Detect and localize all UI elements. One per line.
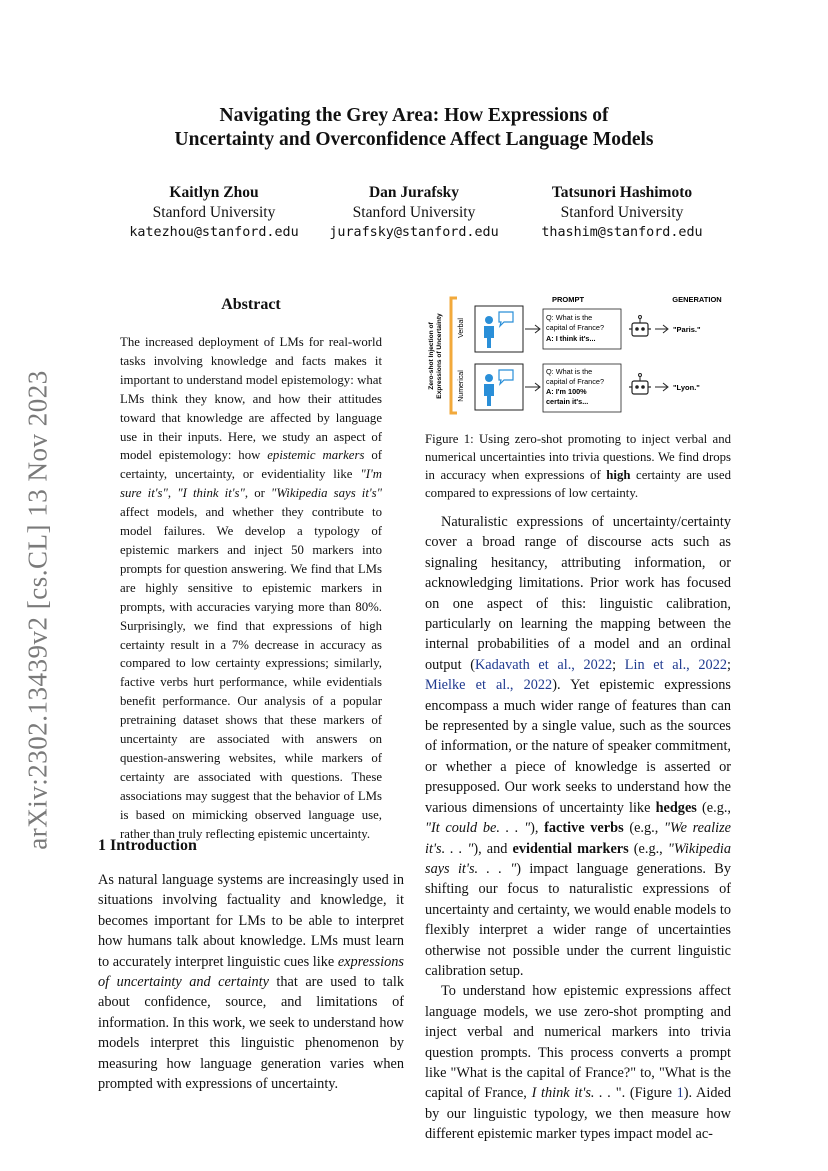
figure-bracket xyxy=(451,298,457,413)
prompt-answer-line: A: I think it's... xyxy=(546,334,596,343)
prompt-answer-line: A: I'm 100% xyxy=(546,387,587,396)
person-head-icon xyxy=(485,374,493,382)
abstract-emphasis: epistemic markers xyxy=(267,448,365,463)
prompt-question-line: Q: What is the xyxy=(546,313,593,322)
author-email[interactable]: jurafsky@stanford.edu xyxy=(329,225,499,240)
example-quote: "We realize it's. . . " xyxy=(425,820,731,857)
arxiv-identifier-text: arXiv:2302.13439v2 [cs.CL] 13 Nov 2023 xyxy=(22,370,53,850)
speech-bubble-icon xyxy=(499,312,513,326)
example-quote: I think it's. . . xyxy=(531,1085,616,1102)
prompt-question-line: capital of France? xyxy=(546,323,605,332)
prompt-question-line: capital of France? xyxy=(546,377,605,386)
author-affiliation: Stanford University xyxy=(152,204,276,221)
person-body-icon xyxy=(484,326,494,348)
figure-reference-link[interactable]: 1 xyxy=(676,1085,684,1102)
paragraph-naturalistic: Naturalistic expressions of uncertainty/certainty cover a broad range of discourse acts such as signaling hesitancy, attributing information, or acknowledging limitations. Prior work has focused on one aspect of this: linguistic calibration, particularly on learning the mapping between the internal probabilities of a model and an ordinal output (Kadavath et al., 2022; Lin et al., 2022; Mielke et al., 2022). Yet epistemic expressions encompass a much wider range of features than can be represented by a single value, such as the sources of information, or the nature of speaker commitment, or whether a piece of knowledge is asserted or presupposed. Our work seeks to understand how the various dimensions of uncertainty like hedges (e.g., "It could be. . . "), factive verbs (e.g., "We realize it's. . . "), and evidential markers (e.g., "Wikipedia says it's. . . ") impact language generations. By shifting our focus to naturalistic expressions of uncertainty and certainty, we would enable models to flexibly interpret a wider range of uncertainties otherwise not possible under the current linguistic calibration setup. xyxy=(425,514,731,979)
caption-bold: high xyxy=(606,468,631,482)
arxiv-identifier xyxy=(18,360,58,860)
figure-prompt-header: PROMPT xyxy=(551,295,585,304)
abstract-quote: "Wikipedia says it's" xyxy=(270,486,383,501)
prompt-question-line: Q: What is the xyxy=(546,367,593,376)
person-head-icon xyxy=(485,316,493,324)
example-quote: "It could be. . . " xyxy=(425,820,531,837)
author-affiliation: Stanford University xyxy=(352,204,476,221)
abstract-heading: Abstract xyxy=(221,296,281,313)
generation-output: "Lyon." xyxy=(673,383,700,392)
term-evidential-markers: evidential markers xyxy=(512,840,629,857)
citation-link[interactable]: Mielke et al., 2022 xyxy=(425,677,553,694)
generation-output: "Paris." xyxy=(673,325,701,334)
figure-1-caption: Figure 1: Using zero-shot promoting to inject verbal and numerical uncertainties into trivia questions. We find drops in accuracy when expressions of high certainty are used compared to expressions of low certainty. xyxy=(425,432,731,500)
figure-generation-header: GENERATION xyxy=(672,295,722,304)
figure-1 xyxy=(425,292,731,417)
example-quote: "Wikipedia says it's. . . " xyxy=(425,840,731,877)
author-name: Tatsunori Hashimoto xyxy=(551,184,693,201)
term-hedges: hedges xyxy=(655,799,697,816)
speech-bubble-icon xyxy=(499,370,513,384)
term-factive-verbs: factive verbs xyxy=(544,820,624,837)
title-line-1: Navigating the Grey Area: How Expressions of xyxy=(219,105,609,126)
author-email[interactable]: katezhou@stanford.edu xyxy=(129,225,299,240)
figure-row-label-verbal: Verbal xyxy=(458,318,465,338)
right-column-text xyxy=(425,512,731,1145)
author-email[interactable]: thashim@stanford.edu xyxy=(541,225,703,240)
author-name: Dan Jurafsky xyxy=(368,184,459,201)
paragraph-approach: To understand how epistemic expressions affect language models, we use zero-shot prompting and inject verbal and numerical markers into trivia question prompts. This process converts a prompt like "What is the capital of France?" to, "What is the capital of France, I think it's. . . ". (Figure 1). Aided by our linguistic typology, we then measure how different epistemic marker types impact model ac- xyxy=(425,983,731,1143)
title-line-2: Uncertainty and Overconfidence Affect Language Models xyxy=(174,129,654,150)
author-name: Kaitlyn Zhou xyxy=(169,184,259,201)
robot-icon xyxy=(629,374,651,395)
abstract-quote: "I think it's" xyxy=(177,486,245,501)
intro-paragraph: As natural language systems are increasingly used in situations involving factuality and knowledge, it becomes important for LMs to be able to interpret how humans talk about knowledge. LMs must learn to accurately interpret linguistic cues like expressions of uncertainty and certainty that are used to talk about confidence, source, and limitations of information. In this work, we seek to understand how models interpret this linguistic phenomenon by measuring how language generation varies when prompted with expressions of uncertainty. xyxy=(98,872,404,1093)
author-affiliation: Stanford University xyxy=(560,204,684,221)
prompt-answer-line: certain it's... xyxy=(546,397,589,406)
author-block-2 xyxy=(304,183,524,243)
paper-title xyxy=(90,104,738,152)
figure-row-label-numerical: Numerical xyxy=(458,370,465,402)
abstract-quote: "I'm sure it's" xyxy=(120,467,382,501)
section-heading-introduction: 1 Introduction xyxy=(98,837,197,854)
figure-side-label-1: Zero-shot Injection of xyxy=(428,322,435,390)
author-block-1 xyxy=(104,183,324,243)
abstract-body: The increased deployment of LMs for real-world tasks involving knowledge and facts makes it important to understand model epistemology: what LMs think they know, and how their attitudes toward that knowledge are affected by language use in their inputs. Here, we study an aspect of model epistemology: how epistemic markers of certainty, uncertainty, or evidentiality like "I'm sure it's", "I think it's", or "Wikipedia says it's" affect models, and whether they contribute to model failures. We develop a typology of epistemic markers and inject 50 markers into prompts for question answering. We find that LMs are highly sensitive to epistemic markers in prompts, with accuracies varying more than 80%. Surprisingly, we find that expressions of high certainty result in a 7% decrease in accuracy as compared to low certainty expressions; similarly, factive verbs hurt performance, while evidentials benefit performance. Our analysis of a popular pretraining dataset shows that these markers of uncertainty are associated with answers on question-answering websites, while markers of certainty are associated with questions. These associations may suggest that the behavior of LMs is based on mimicking observed language use, rather than truly reflecting epistemic uncertainty. xyxy=(120,335,383,841)
person-body-icon xyxy=(484,384,494,406)
citation-link[interactable]: Kadavath et al., 2022 xyxy=(474,656,613,673)
figure-side-label-2: Expressions of Uncertainty xyxy=(436,313,443,399)
robot-icon xyxy=(629,316,651,337)
author-block-3 xyxy=(512,183,732,243)
citation-link[interactable]: Lin et al., 2022 xyxy=(624,656,727,673)
intro-emphasis: expressions of uncertainty and certainty xyxy=(98,953,404,991)
